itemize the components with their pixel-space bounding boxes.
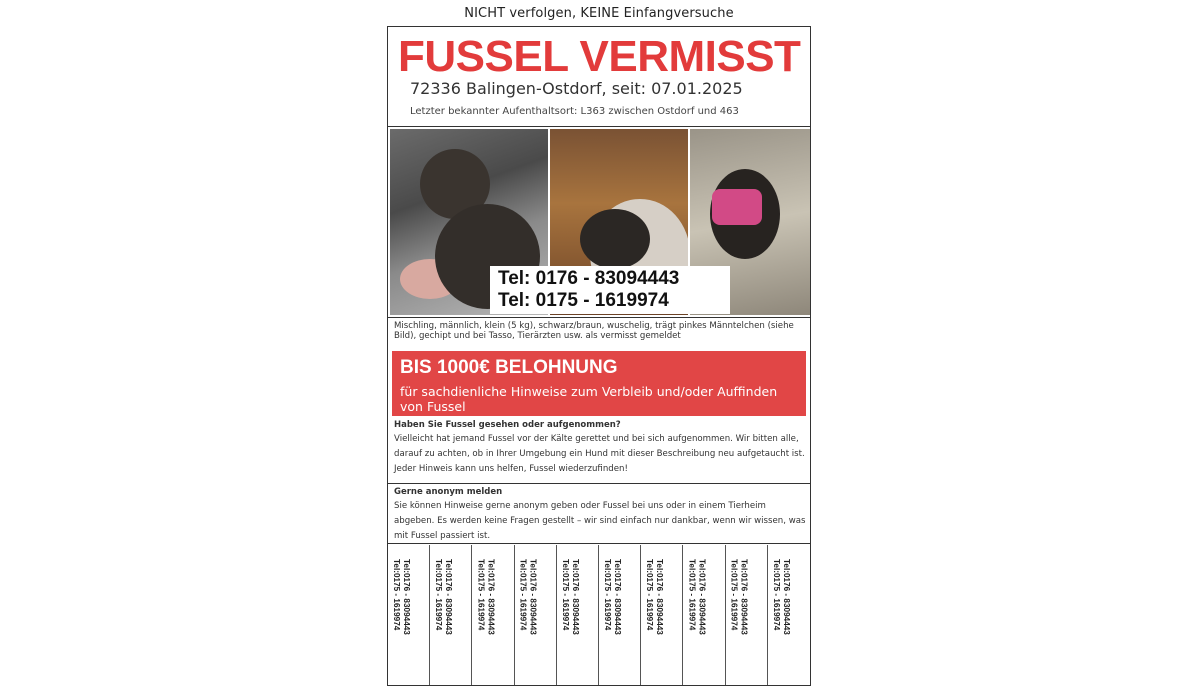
reward-banner [392,351,806,416]
reward-text: für sachdienliche Hinweise zum Verbleib und/oder Auffinden von Fussel [400,384,778,414]
divider [388,317,810,318]
missing-dog-poster [387,26,811,686]
top-note: NICHT verfolgen, KEINE Einfangversuche [464,6,734,21]
poster-title: FUSSEL VERMISST [398,32,801,81]
tear-off-tab[interactable]: Tel:0176 - 83094443 Tel:0175 - 1619974 [388,545,430,686]
tear-off-tab[interactable]: Tel:0176 - 83094443 Tel:0175 - 1619974 [515,545,557,686]
tear-off-tab[interactable]: Tel:0176 - 83094443 Tel:0175 - 1619974 [641,545,683,686]
phone-2: Tel: 0175 - 1619974 [498,290,669,311]
location-date: 72336 Balingen-Ostdorf, seit: 07.01.2025 [410,79,743,98]
dog-in-bed [580,209,650,269]
last-seen-location: Letzter bekannter Aufenthaltsort: L363 zwischen Ostdorf und 463 [410,106,739,117]
section-anonymous-title: Gerne anonym melden [394,487,503,497]
divider [388,543,810,544]
divider [388,483,810,484]
tear-off-tab[interactable]: Tel:0176 - 83094443 Tel:0175 - 1619974 [726,545,768,686]
tear-off-tab[interactable]: Tel:0176 - 83094443 Tel:0175 - 1619974 [683,545,725,686]
phone-numbers [490,266,730,314]
pink-coat [712,189,762,225]
tear-off-tab[interactable]: Tel:0176 - 83094443 Tel:0175 - 1619974 [557,545,599,686]
section-anonymous-text: Sie können Hinweise gerne anonym geben oder Fussel bei uns oder in einem Tierheim abgeben. Es werden keine Fragen gestellt – wir sind einfach nur dankbar, wenn wir wissen, was mit Fussel passiert ist. [394,501,806,541]
tear-off-tab[interactable]: Tel:0176 - 83094443 Tel:0175 - 1619974 [430,545,472,686]
section-seen-text: Vielleicht hat jemand Fussel vor der Kälte gerettet und bei sich aufgenommen. Wir bitten alle, darauf zu achten, ob in Ihrer Umgebung ein Hund mit dieser Beschreibung neu aufgetaucht ist. Jeder Hinweis kann uns helfen, Fussel wiederzufinden! [394,434,805,474]
divider [388,126,810,127]
section-seen-title: Haben Sie Fussel gesehen oder aufgenommen? [394,420,621,430]
phone-1: Tel: 0176 - 83094443 [498,268,680,289]
photo-strip [390,129,808,315]
tear-off-tab[interactable]: Tel:0176 - 83094443 Tel:0175 - 1619974 [771,559,791,635]
tear-off-tab[interactable]: Tel:0176 - 83094443 Tel:0175 - 1619974 [599,545,641,686]
tear-off-tab[interactable]: Tel:0176 - 83094443 Tel:0175 - 1619974 [472,545,514,686]
dog-description: Mischling, männlich, klein (5 kg), schwarz/braun, wuschelig, trägt pinkes Männtelchen (siehe Bild), gechipt und bei Tasso, Tierärzten usw. als vermisst gemeldet [394,321,794,342]
tear-off-tabs [388,545,809,686]
reward-title: BIS 1000€ BELOHNUNG [400,357,618,378]
